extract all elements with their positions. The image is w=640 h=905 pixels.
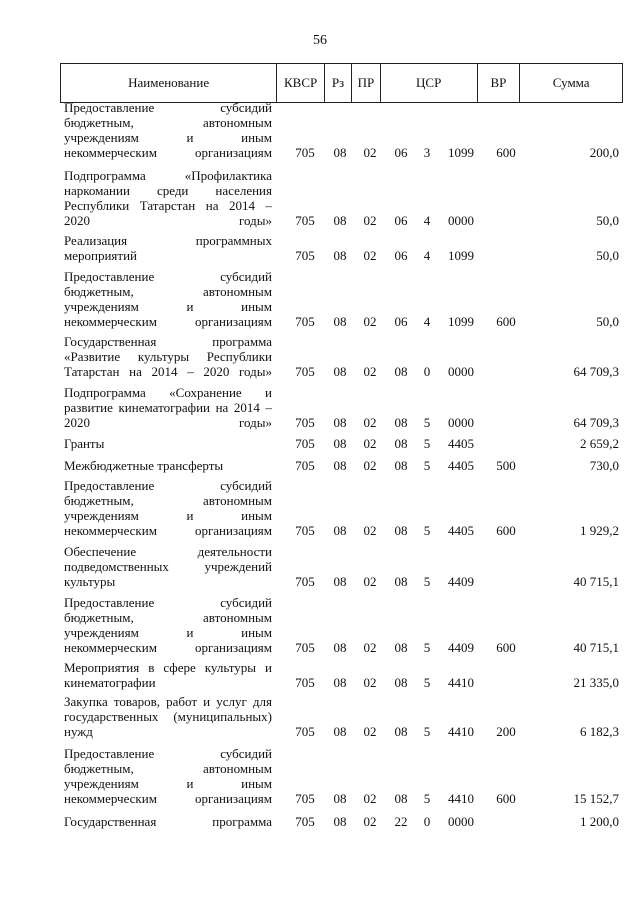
rz-cell: 08	[333, 213, 347, 228]
csr-part3-cell: 0000	[448, 814, 474, 829]
table-header	[60, 63, 623, 103]
name-cell: Предоставление субсидий бюджетным, автономным учреждениям и иным некоммерческим организациям	[64, 100, 272, 160]
csr-part2-cell: 5	[423, 523, 431, 538]
pr-cell: 02	[363, 364, 377, 379]
pr-cell: 02	[363, 791, 377, 806]
csr-part2-cell: 4	[423, 248, 431, 263]
csr-part1-cell: 06	[394, 213, 408, 228]
csr-part2-cell: 5	[423, 574, 431, 589]
sum-cell: 50,0	[596, 213, 619, 228]
kvsr-cell: 705	[295, 364, 315, 379]
name-cell: Государственная программа «Развитие культуры Республики Татарстан на 2014 – 2020 годы»	[64, 334, 272, 379]
name-cell: Мероприятия в сфере культуры и кинематографии	[64, 660, 272, 690]
pr-cell: 02	[363, 248, 377, 263]
rz-cell: 08	[333, 791, 347, 806]
kvsr-cell: 705	[295, 814, 315, 829]
kvsr-cell: 705	[295, 248, 315, 263]
csr-part3-cell: 1099	[448, 314, 474, 329]
header-csr: ЦСР	[381, 64, 478, 102]
header-rz: Рз	[325, 64, 352, 102]
csr-part1-cell: 06	[394, 145, 408, 160]
rz-cell: 08	[333, 724, 347, 739]
header-name: Наименование	[61, 64, 277, 102]
sum-cell: 64 709,3	[573, 415, 619, 430]
kvsr-cell: 705	[295, 574, 315, 589]
pr-cell: 02	[363, 675, 377, 690]
name-cell: Межбюджетные трансферты	[64, 458, 224, 473]
sum-cell: 15 152,7	[573, 791, 619, 806]
header-kvsr: КВСР	[277, 64, 325, 102]
sum-cell: 1 200,0	[580, 814, 619, 829]
sum-cell: 2 659,2	[580, 436, 619, 451]
csr-part1-cell: 08	[394, 523, 408, 538]
sum-cell: 730,0	[589, 458, 619, 473]
csr-part2-cell: 5	[423, 640, 431, 655]
kvsr-cell: 705	[295, 213, 315, 228]
sum-cell: 21 335,0	[573, 675, 619, 690]
csr-part3-cell: 0000	[448, 364, 474, 379]
vr-cell: 500	[496, 458, 516, 473]
csr-part3-cell: 1099	[448, 248, 474, 263]
csr-part2-cell: 5	[423, 458, 431, 473]
rz-cell: 08	[333, 574, 347, 589]
name-cell: Предоставление субсидий бюджетным, автономным учреждениям и иным некоммерческим организациям	[64, 595, 272, 655]
kvsr-cell: 705	[295, 415, 315, 430]
pr-cell: 02	[363, 145, 377, 160]
pr-cell: 02	[363, 724, 377, 739]
csr-part2-cell: 4	[423, 213, 431, 228]
name-cell: Подпрограмма «Сохранение и развитие кинематографии на 2014 – 2020 годы»	[64, 385, 272, 430]
rz-cell: 08	[333, 364, 347, 379]
kvsr-cell: 705	[295, 145, 315, 160]
csr-part3-cell: 0000	[448, 415, 474, 430]
pr-cell: 02	[363, 574, 377, 589]
sum-cell: 64 709,3	[573, 364, 619, 379]
rz-cell: 08	[333, 640, 347, 655]
csr-part1-cell: 08	[394, 458, 408, 473]
header-sum: Сумма	[552, 75, 590, 90]
name-cell: Подпрограмма «Профилактика наркомании среди населения Республики Татарстан на 2014 – 2020 годы»	[64, 168, 272, 228]
sum-cell: 40 715,1	[573, 640, 619, 655]
name-cell: Обеспечение деятельности подведомственных учреждений культуры	[64, 544, 272, 589]
csr-part2-cell: 0	[423, 814, 431, 829]
csr-part3-cell: 0000	[448, 213, 474, 228]
name-cell: Предоставление субсидий бюджетным, автономным учреждениям и иным некоммерческим организациям	[64, 269, 272, 329]
pr-cell: 02	[363, 523, 377, 538]
csr-part2-cell: 5	[423, 675, 431, 690]
csr-part1-cell: 08	[394, 791, 408, 806]
rz-cell: 08	[333, 248, 347, 263]
header-vr: ВР	[478, 64, 521, 102]
csr-part1-cell: 08	[394, 436, 408, 451]
csr-part3-cell: 4405	[448, 523, 474, 538]
kvsr-cell: 705	[295, 675, 315, 690]
pr-cell: 02	[363, 436, 377, 451]
name-cell: Предоставление субсидий бюджетным, автономным учреждениям и иным некоммерческим организациям	[64, 746, 272, 806]
csr-part3-cell: 4409	[448, 574, 474, 589]
csr-part1-cell: 08	[394, 364, 408, 379]
csr-part1-cell: 08	[394, 640, 408, 655]
pr-cell: 02	[363, 213, 377, 228]
vr-cell: 200	[496, 724, 516, 739]
csr-part1-cell: 22	[394, 814, 408, 829]
name-cell: Реализация программных мероприятий	[64, 233, 272, 263]
pr-cell: 02	[363, 640, 377, 655]
name-cell: Государственная программа	[64, 814, 272, 829]
csr-part2-cell: 5	[423, 724, 431, 739]
sum-cell: 1 929,2	[580, 523, 619, 538]
sum-cell: 50,0	[596, 314, 619, 329]
csr-part3-cell: 4410	[448, 724, 474, 739]
csr-part2-cell: 0	[423, 364, 431, 379]
name-cell: Закупка товаров, работ и услуг для государственных (муниципальных) нужд	[64, 694, 272, 739]
csr-part2-cell: 5	[423, 436, 431, 451]
kvsr-cell: 705	[295, 314, 315, 329]
csr-part2-cell: 5	[423, 415, 431, 430]
rz-cell: 08	[333, 458, 347, 473]
page-number: 56	[313, 33, 327, 48]
csr-part3-cell: 4405	[448, 436, 474, 451]
pr-cell: 02	[363, 458, 377, 473]
csr-part2-cell: 3	[423, 145, 431, 160]
csr-part3-cell: 4410	[448, 675, 474, 690]
vr-cell: 600	[496, 523, 516, 538]
name-cell: Гранты	[64, 436, 105, 451]
csr-part2-cell: 4	[423, 314, 431, 329]
kvsr-cell: 705	[295, 436, 315, 451]
csr-part1-cell: 08	[394, 574, 408, 589]
csr-part3-cell: 4409	[448, 640, 474, 655]
rz-cell: 08	[333, 523, 347, 538]
csr-part3-cell: 1099	[448, 145, 474, 160]
sum-cell: 40 715,1	[573, 574, 619, 589]
rz-cell: 08	[333, 436, 347, 451]
kvsr-cell: 705	[295, 791, 315, 806]
csr-part3-cell: 4405	[448, 458, 474, 473]
rz-cell: 08	[333, 415, 347, 430]
kvsr-cell: 705	[295, 523, 315, 538]
csr-part1-cell: 08	[394, 675, 408, 690]
sum-cell: 6 182,3	[580, 724, 619, 739]
rz-cell: 08	[333, 675, 347, 690]
name-cell: Предоставление субсидий бюджетным, автономным учреждениям и иным некоммерческим организациям	[64, 478, 272, 538]
kvsr-cell: 705	[295, 724, 315, 739]
kvsr-cell: 705	[295, 458, 315, 473]
csr-part3-cell: 4410	[448, 791, 474, 806]
rz-cell: 08	[333, 145, 347, 160]
csr-part1-cell: 08	[394, 415, 408, 430]
header-pr: ПР	[352, 64, 381, 102]
pr-cell: 02	[363, 814, 377, 829]
sum-cell: 50,0	[596, 248, 619, 263]
vr-cell: 600	[496, 640, 516, 655]
vr-cell: 600	[496, 145, 516, 160]
vr-cell: 600	[496, 314, 516, 329]
csr-part1-cell: 06	[394, 314, 408, 329]
csr-part1-cell: 06	[394, 248, 408, 263]
rz-cell: 08	[333, 314, 347, 329]
pr-cell: 02	[363, 314, 377, 329]
kvsr-cell: 705	[295, 640, 315, 655]
csr-part1-cell: 08	[394, 724, 408, 739]
rz-cell: 08	[333, 814, 347, 829]
pr-cell: 02	[363, 415, 377, 430]
sum-cell: 200,0	[589, 145, 619, 160]
csr-part2-cell: 5	[423, 791, 431, 806]
vr-cell: 600	[496, 791, 516, 806]
